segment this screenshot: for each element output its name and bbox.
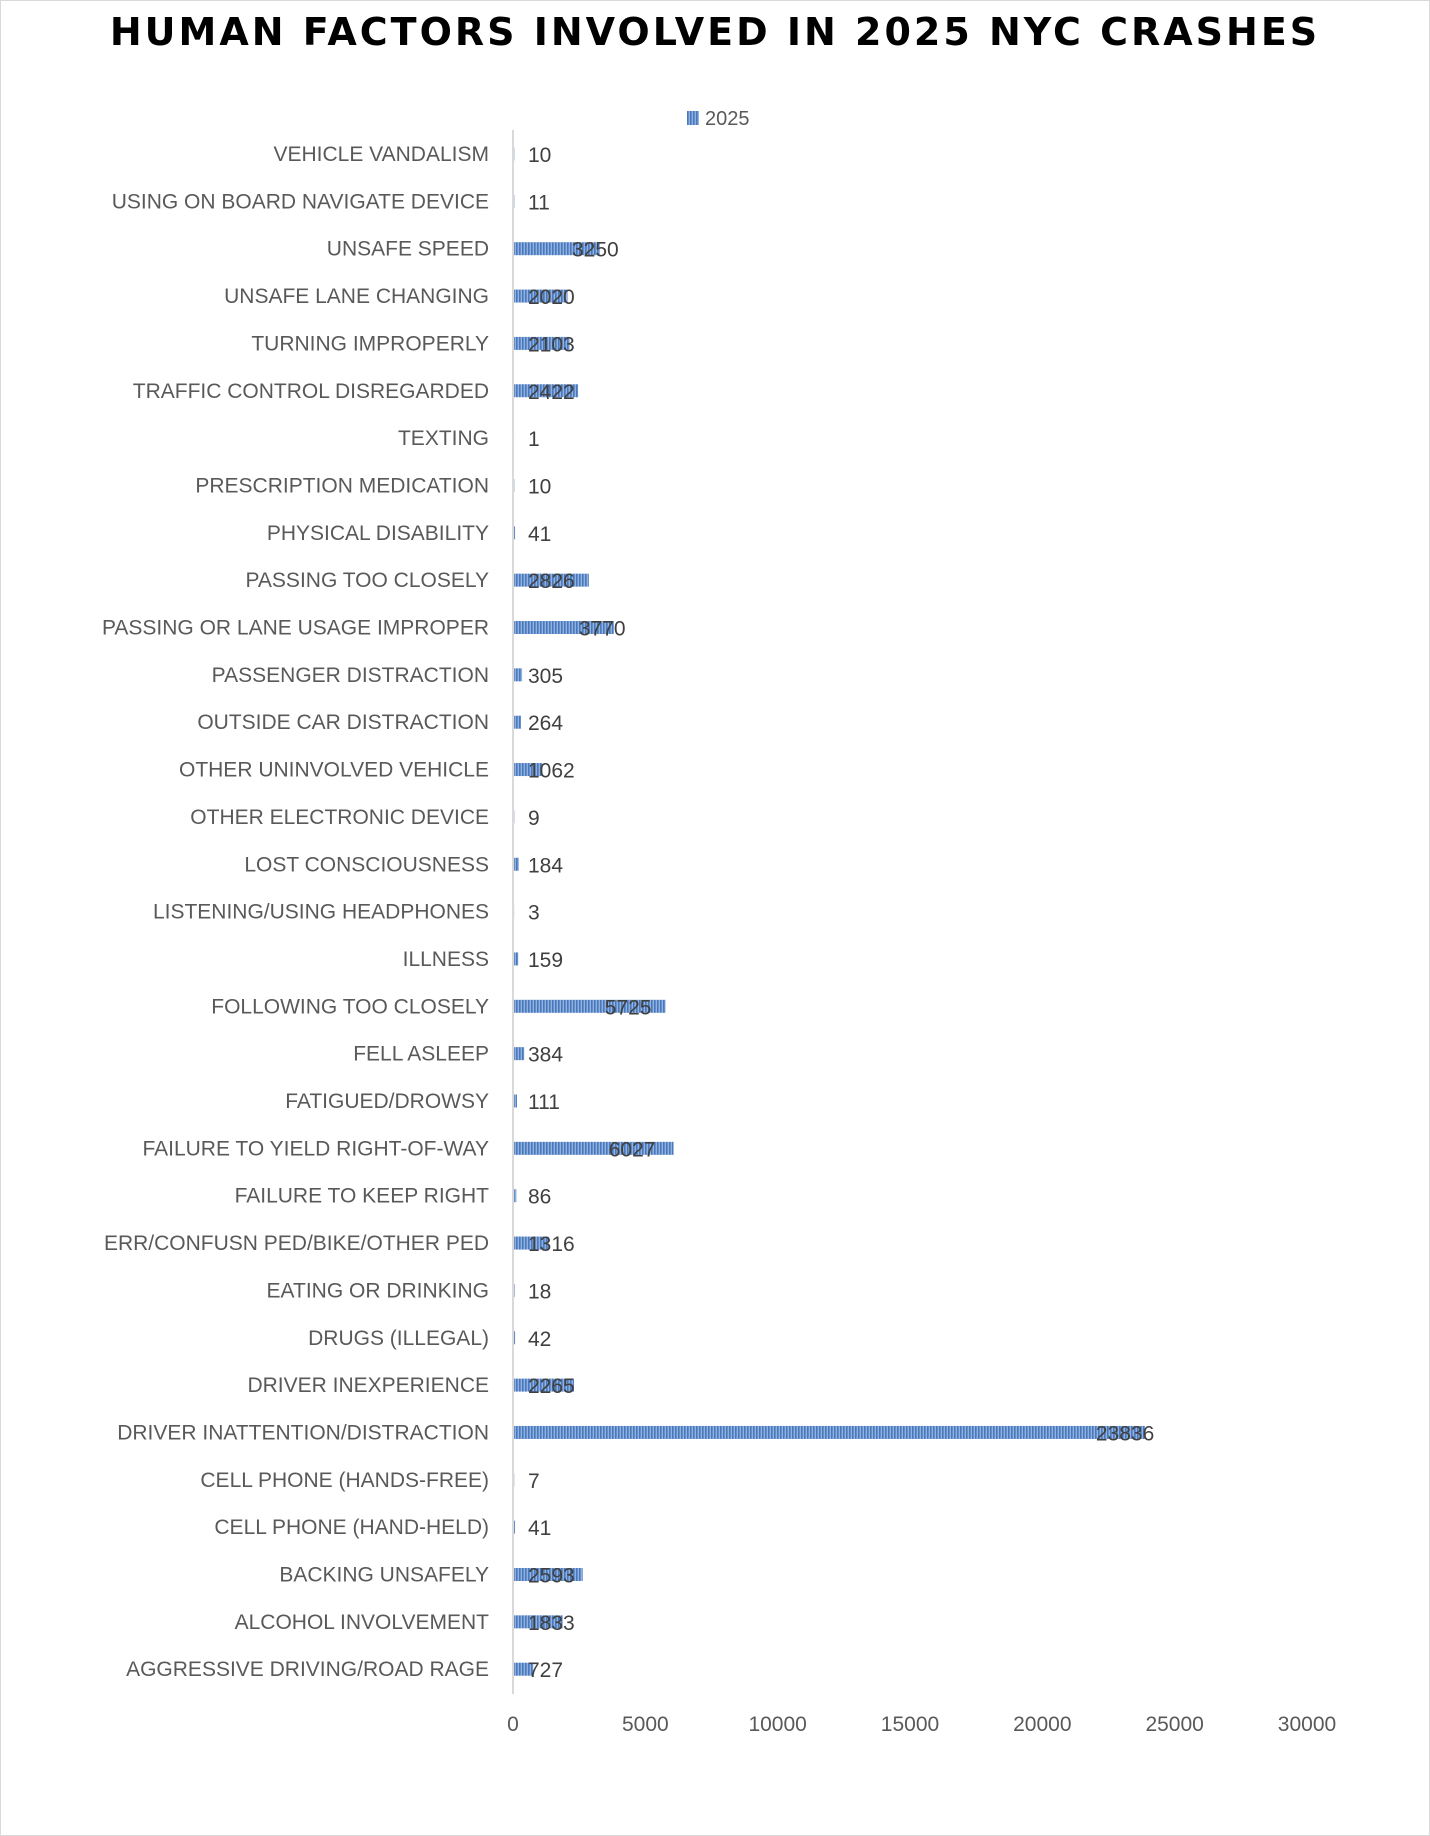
- data-label: 6027: [608, 1138, 656, 1162]
- category-label: LOST CONSCIOUSNESS: [244, 853, 489, 877]
- category-label: FOLLOWING TOO CLOSELY: [211, 995, 489, 1019]
- chart-title: HUMAN FACTORS INVOLVED IN 2025 NYC CRASHES: [109, 10, 1321, 54]
- bar-passenger-distraction: [514, 668, 522, 681]
- x-axis-ticks: [507, 1713, 1336, 1736]
- category-label: EATING OR DRINKING: [266, 1279, 489, 1303]
- x-tick-label: 20000: [1013, 1713, 1072, 1736]
- bar-illness: [514, 952, 518, 965]
- legend-swatch-2025: [687, 111, 699, 125]
- data-label: 5725: [604, 996, 652, 1020]
- category-label: PHYSICAL DISABILITY: [266, 521, 489, 545]
- bar-outside-car-distraction: [514, 716, 521, 729]
- data-label: 41: [528, 522, 552, 546]
- bar-fatigued-drowsy: [514, 1095, 517, 1108]
- data-label: 159: [528, 948, 564, 972]
- bars: [514, 148, 1145, 1676]
- category-label: PASSING OR LANE USAGE IMPROPER: [101, 616, 489, 640]
- x-tick-label: 15000: [880, 1713, 940, 1736]
- bar-failure-to-keep-right: [514, 1189, 516, 1202]
- category-label: FATIGUED/DROWSY: [285, 1090, 489, 1113]
- category-label: UNSAFE LANE CHANGING: [224, 285, 489, 309]
- bar-lost-consciousness: [514, 858, 519, 871]
- data-label: 2103: [528, 333, 575, 357]
- category-label: FAILURE TO KEEP RIGHT: [234, 1184, 489, 1208]
- bar-cell-phone-hand-held: [514, 1521, 515, 1534]
- category-label: CELL PHONE (HANDS-FREE): [200, 1468, 489, 1492]
- data-label: 18: [528, 1280, 552, 1304]
- bar-drugs-illegal: [514, 1331, 515, 1344]
- category-label: USING ON BOARD NAVIGATE DEVICE: [111, 190, 489, 214]
- data-label: 23836: [1095, 1422, 1155, 1446]
- data-label: 184: [528, 854, 564, 878]
- data-label: 264: [528, 712, 564, 736]
- data-label: 3250: [572, 238, 619, 262]
- data-label: 305: [528, 664, 564, 688]
- category-label: FAILURE TO YIELD RIGHT-OF-WAY: [142, 1137, 489, 1161]
- category-label: UNSAFE SPEED: [326, 237, 489, 261]
- category-label: BACKING UNSAFELY: [279, 1563, 489, 1587]
- x-tick-label: 0: [507, 1713, 519, 1736]
- category-label: ILLNESS: [402, 947, 489, 971]
- data-label: 11: [528, 191, 550, 215]
- legend: [687, 108, 750, 130]
- data-label: 1062: [528, 759, 575, 783]
- data-labels: [528, 144, 1154, 1682]
- data-label: 384: [528, 1043, 564, 1067]
- category-label: OUTSIDE CAR DISTRACTION: [197, 711, 489, 735]
- data-label: 1833: [528, 1611, 575, 1635]
- x-tick-label: 10000: [748, 1713, 807, 1736]
- category-label: CELL PHONE (HAND-HELD): [214, 1516, 489, 1540]
- category-label: TEXTING: [397, 427, 489, 451]
- bar-physical-disability: [514, 526, 515, 539]
- data-label: 2265: [528, 1375, 575, 1399]
- bar-driver-inattention-distraction: [514, 1426, 1145, 1439]
- category-label: FELL ASLEEP: [353, 1042, 489, 1066]
- data-label: 7: [528, 1469, 540, 1493]
- category-label: PRESCRIPTION MEDICATION: [195, 474, 489, 498]
- x-tick-label: 5000: [621, 1713, 669, 1736]
- category-label: TURNING IMPROPERLY: [251, 332, 489, 356]
- category-label: DRUGS (ILLEGAL): [308, 1326, 489, 1350]
- data-label: 727: [528, 1659, 564, 1683]
- category-labels: [102, 143, 489, 1681]
- category-label: AGGRESSIVE DRIVING/ROAD RAGE: [126, 1658, 489, 1682]
- x-tick-label: 30000: [1277, 1713, 1337, 1736]
- category-label: DRIVER INEXPERIENCE: [247, 1374, 489, 1398]
- category-label: ERR/CONFUSN PED/BIKE/OTHER PED: [103, 1232, 489, 1256]
- data-label: 3: [528, 901, 540, 925]
- category-label: LISTENING/USING HEADPHONES: [152, 900, 489, 924]
- data-label: 1316: [528, 1233, 575, 1257]
- category-label: VEHICLE VANDALISM: [273, 143, 489, 166]
- category-label: PASSING TOO CLOSELY: [245, 569, 489, 593]
- data-label: 10: [528, 144, 552, 167]
- data-label: 10: [528, 475, 552, 499]
- category-label: OTHER UNINVOLVED VEHICLE: [178, 758, 489, 782]
- data-label: 2593: [528, 1564, 575, 1588]
- data-label: 1: [528, 428, 540, 452]
- bar-fell-asleep: [514, 1047, 524, 1060]
- data-label: 111: [528, 1091, 560, 1114]
- category-label: DRIVER INATTENTION/DISTRACTION: [117, 1421, 489, 1445]
- data-label: 9: [528, 806, 540, 830]
- data-label: 2826: [528, 570, 575, 594]
- category-label: PASSENGER DISTRACTION: [211, 663, 489, 687]
- legend-label-2025: 2025: [705, 108, 750, 130]
- category-label: TRAFFIC CONTROL DISREGARDED: [132, 379, 489, 403]
- data-label: 3770: [578, 617, 626, 641]
- data-label: 86: [528, 1185, 552, 1209]
- x-tick-label: 25000: [1145, 1713, 1204, 1736]
- data-label: 41: [528, 1517, 552, 1541]
- data-label: 2422: [528, 380, 575, 404]
- data-label: 42: [528, 1327, 552, 1351]
- category-label: OTHER ELECTRONIC DEVICE: [190, 805, 489, 829]
- category-label: ALCOHOL INVOLVEMENT: [234, 1610, 489, 1634]
- data-label: 2020: [528, 286, 575, 310]
